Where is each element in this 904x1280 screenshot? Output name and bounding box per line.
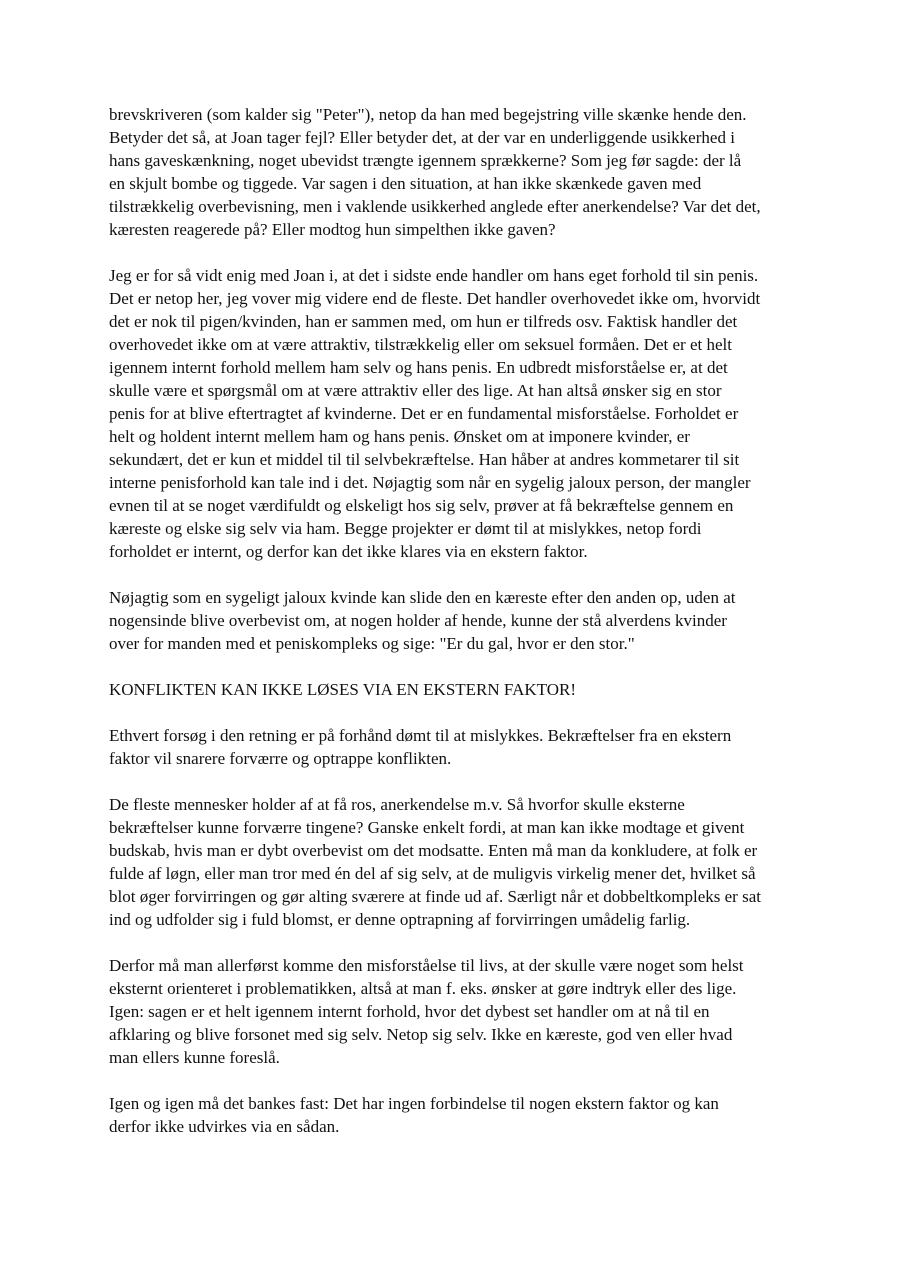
text-line: eksternt orienteret i problematikken, altså at man f. eks. ønsker at gøre indtryk eller des lige. (109, 979, 737, 998)
text-line: kæreste og elske sig selv via ham. Begge projekter er dømt til at mislykkes, netop fordi (109, 519, 702, 538)
text-line: Jeg er for så vidt enig med Joan i, at det i sidste ende handler om hans eget forhold til sin penis. (109, 266, 759, 285)
text-line: Igen: sagen er et helt igennem internt forhold, hvor det dybest set handler om at nå til en (109, 1002, 710, 1021)
text-line: Igen og igen må det bankes fast: Det har ingen forbindelse til nogen ekstern faktor og kan (109, 1094, 719, 1113)
text-line: brevskriveren (som kalder sig "Peter"), netop da han med begejstring ville skænke hende den. (109, 105, 747, 124)
text-line: Ethvert forsøg i den retning er på forhånd dømt til at mislykkes. Bekræftelser fra en ekstern (109, 726, 732, 745)
text-line: Betyder det så, at Joan tager fejl? Eller betyder det, at der var en underliggende usikkerhed i (109, 128, 735, 147)
text-line: helt og holdent internt mellem ham og hans penis. Ønsket om at imponere kvinder, er (109, 427, 690, 446)
text-line: budskab, hvis man er dybt overbevist om det modsatte. Enten må man da konkludere, at folk er (109, 841, 758, 860)
text-line: igennem internt forhold mellem ham selv og hans penis. En udbredt misforståelse er, at det (109, 358, 728, 377)
paragraph (109, 793, 809, 931)
text-line: det er nok til pigen/kvinden, han er sammen med, om hun er tilfreds osv. Faktisk handler det (109, 312, 738, 331)
text-line: Det er netop her, jeg vover mig videre end de fleste. Det handler overhovedet ikke om, hvorvidt (109, 289, 761, 308)
text-line: interne penisforhold kan tale ind i det. Nøjagtig som når en sygelig jaloux person, der mangler (109, 473, 751, 492)
paragraph (109, 1092, 809, 1138)
text-line: evnen til at se noget værdifuldt og elskeligt hos sig selv, prøver at få bekræftelse gennem en (109, 496, 734, 515)
text-line: derfor ikke udvirkes via en sådan. (109, 1117, 340, 1136)
text-line: kæresten reagerede på? Eller modtog hun simpelthen ikke gaven? (109, 220, 556, 239)
text-line: man ellers kunne foreslå. (109, 1048, 280, 1067)
text-line: Derfor må man allerførst komme den misforståelse til livs, at der skulle være noget som helst (109, 956, 744, 975)
text-line: en skjult bombe og tiggede. Var sagen i den situation, at han ikke skænkede gaven med (109, 174, 702, 193)
text-line: afklaring og blive forsonet med sig selv. Netop sig selv. Ikke en kæreste, god ven eller hvad (109, 1025, 733, 1044)
text-line: nogensinde blive overbevist om, at nogen holder af hende, kunne der stå alverdens kvinder (109, 611, 727, 630)
text-line: tilstrækkelig overbevisning, men i vaklende usikkerhed anglede efter anerkendelse? Var det det, (109, 197, 761, 216)
paragraph (109, 586, 809, 655)
text-line: blot øger forvirringen og gør alting sværere at finde ud af. Særligt når et dobbeltkompleks er sat (109, 887, 761, 906)
document-page (109, 103, 809, 1161)
text-line: over for manden med et peniskompleks og sige: "Er du gal, hvor er den stor." (109, 634, 635, 653)
paragraph (109, 264, 809, 563)
paragraph (109, 678, 809, 701)
paragraph (109, 724, 809, 770)
text-line: sekundært, det er kun et middel til til selvbekræftelse. Han håber at andres kommetarer til sit (109, 450, 740, 469)
text-line: overhovedet ikke om at være attraktiv, tilstrækkelig eller om seksuel formåen. Det er et helt (109, 335, 732, 354)
text-line: hans gaveskænkning, noget ubevidst trængte igennem sprækkerne? Som jeg før sagde: der lå (109, 151, 742, 170)
text-line: faktor vil snarere forværre og optrappe konflikten. (109, 749, 452, 768)
paragraph (109, 103, 809, 241)
text-line: De fleste mennesker holder af at få ros, anerkendelse m.v. Så hvorfor skulle eksterne (109, 795, 685, 814)
text-line: penis for at blive eftertragtet af kvinderne. Det er en fundamental misforståelse. Forholdet er (109, 404, 739, 423)
text-line: skulle være et spørgsmål om at være attraktiv eller des lige. At han altså ønsker sig en stor (109, 381, 722, 400)
text-line: KONFLIKTEN KAN IKKE LØSES VIA EN EKSTERN FAKTOR! (109, 680, 577, 699)
text-line: fulde af løgn, eller man tror med én del af sig selv, at de muligvis virkelig mener det, hvilket så (109, 864, 756, 883)
text-line: bekræftelser kunne forværre tingene? Ganske enkelt fordi, at man kan ikke modtage et givent (109, 818, 745, 837)
paragraph (109, 954, 809, 1069)
text-line: forholdet er internt, og derfor kan det ikke klares via en ekstern faktor. (109, 542, 588, 561)
text-line: Nøjagtig som en sygeligt jaloux kvinde kan slide den en kæreste efter den anden op, uden at (109, 588, 736, 607)
text-line: ind og udfolder sig i fuld blomst, er denne optrapning af forvirringen umådelig farlig. (109, 910, 691, 929)
